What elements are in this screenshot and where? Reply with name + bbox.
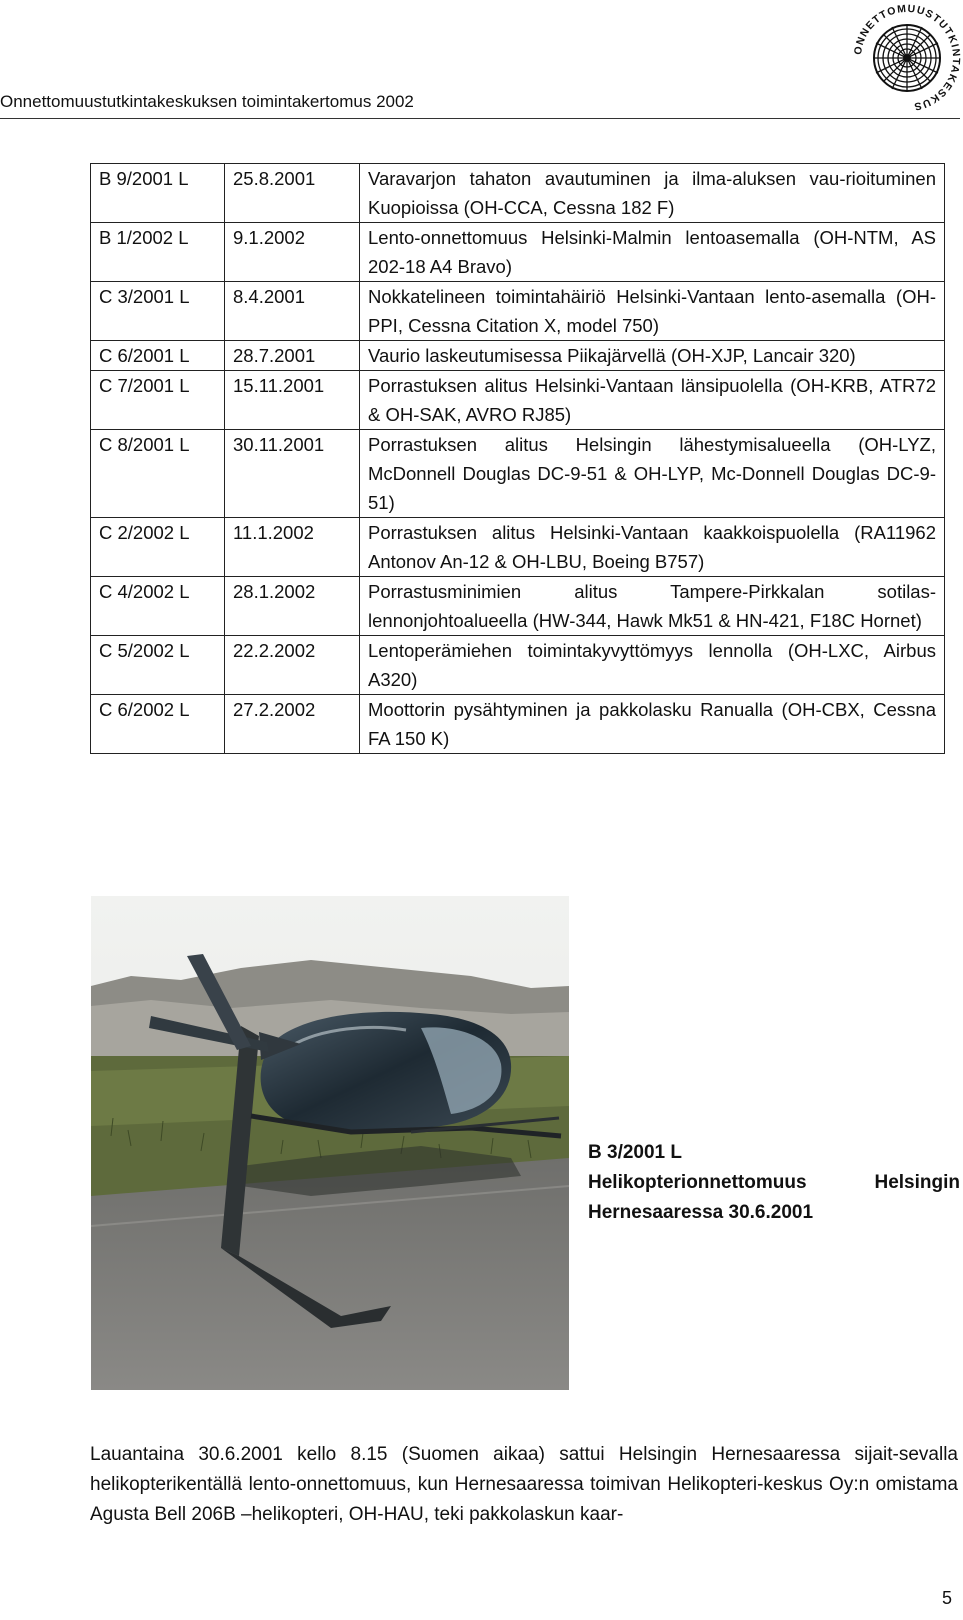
incident-code: C 8/2001 L xyxy=(91,430,225,518)
table-row xyxy=(91,341,945,371)
incident-description: Porrastuksen alitus Helsingin lähestymisalueella (OH-LYZ, McDonnell Douglas DC-9-51 & OH-LYP, Mc-Donnell Douglas DC-9-51) xyxy=(360,430,945,518)
incident-description: Porrastuksen alitus Helsinki-Vantaan länsipuolella (OH-KRB, ATR72 & OH-SAK, AVRO RJ85) xyxy=(360,371,945,430)
caption-code: B 3/2001 L xyxy=(588,1142,682,1163)
page-header-title: Onnettomuustutkintakeskuksen toimintakertomus 2002 xyxy=(0,92,414,111)
helicopter-accident-photo xyxy=(91,896,569,1390)
incident-code: B 9/2001 L xyxy=(91,164,225,223)
logo-text: ONNETTOMUUSTUTKINTAKESKUS xyxy=(851,2,963,113)
incident-date: 9.1.2002 xyxy=(225,223,360,282)
incident-date: 22.2.2002 xyxy=(225,636,360,695)
table-row xyxy=(91,518,945,577)
header-divider xyxy=(0,118,960,119)
incident-table xyxy=(90,163,945,754)
table-row xyxy=(91,223,945,282)
incident-date: 11.1.2002 xyxy=(225,518,360,577)
incident-description: Porrastuksen alitus Helsinki-Vantaan kaakkoispuolella (RA11962 Antonov An-12 & OH-LBU, Boeing B757) xyxy=(360,518,945,577)
table-row xyxy=(91,371,945,430)
photo-caption xyxy=(588,1138,960,1228)
table-row xyxy=(91,636,945,695)
incident-description: Varavarjon tahaton avautuminen ja ilma-aluksen vau-rioituminen Kuopioissa (OH-CCA, Cessna 182 F) xyxy=(360,164,945,223)
incident-code: C 2/2002 L xyxy=(91,518,225,577)
page-number: 5 xyxy=(942,1588,953,1608)
incident-date: 28.7.2001 xyxy=(225,341,360,371)
incident-date: 30.11.2001 xyxy=(225,430,360,518)
incident-description: Nokkatelineen toimintahäiriö Helsinki-Vantaan lento-asemalla (OH-PPI, Cessna Citation X, model 750) xyxy=(360,282,945,341)
incident-description: Vaurio laskeutumisessa Piikajärvellä (OH-XJP, Lancair 320) xyxy=(360,341,945,371)
table-row xyxy=(91,282,945,341)
caption-location-date: Hernesaaressa 30.6.2001 xyxy=(588,1202,814,1223)
incident-code: C 4/2002 L xyxy=(91,577,225,636)
incident-description: Lento-onnettomuus Helsinki-Malmin lentoasemalla (OH-NTM, AS 202-18 A4 Bravo) xyxy=(360,223,945,282)
incident-code: C 6/2002 L xyxy=(91,695,225,754)
table-row xyxy=(91,577,945,636)
table-row xyxy=(91,164,945,223)
incident-code: B 1/2002 L xyxy=(91,223,225,282)
incident-description: Lentoperämiehen toimintakyvyttömyys lennolla (OH-LXC, Airbus A320) xyxy=(360,636,945,695)
table-row xyxy=(91,695,945,754)
incident-code: C 5/2002 L xyxy=(91,636,225,695)
incident-date: 27.2.2002 xyxy=(225,695,360,754)
incident-description: Moottorin pysähtyminen ja pakkolasku Ranualla (OH-CBX, Cessna FA 150 K) xyxy=(360,695,945,754)
agency-logo xyxy=(851,2,963,114)
incident-description: Porrastusminimien alitus Tampere-Pirkkalan sotilas-lennonjohtoalueella (HW-344, Hawk Mk51 & HN-421, F18C Hornet) xyxy=(360,577,945,636)
incident-date: 15.11.2001 xyxy=(225,371,360,430)
incident-date: 25.8.2001 xyxy=(225,164,360,223)
caption-title: Helikopterionnettomuus Helsingin xyxy=(588,1172,960,1193)
incident-date: 28.1.2002 xyxy=(225,577,360,636)
incident-code: C 3/2001 L xyxy=(91,282,225,341)
incident-code: C 6/2001 L xyxy=(91,341,225,371)
incident-code: C 7/2001 L xyxy=(91,371,225,430)
incident-date: 8.4.2001 xyxy=(225,282,360,341)
body-paragraph: Lauantaina 30.6.2001 kello 8.15 (Suomen aikaa) sattui Helsingin Hernesaaressa sijait-sevalla helikopterikentällä lento-onnettomuus, kun Hernesaaressa toimivan Helikopteri-keskus Oy:n omistama Agusta Bell 206B –helikopteri, OH-HAU, teki pakkolaskun kaar- xyxy=(90,1444,958,1525)
table-row xyxy=(91,430,945,518)
